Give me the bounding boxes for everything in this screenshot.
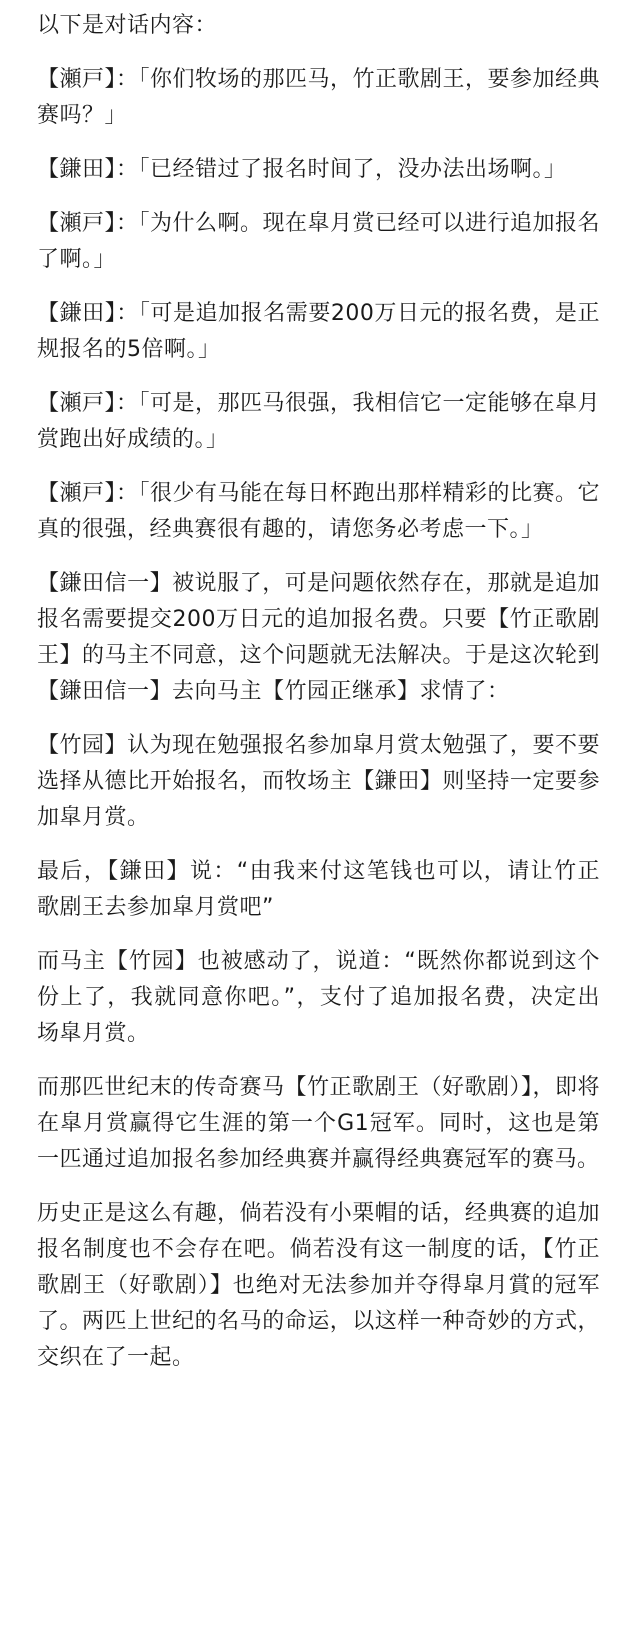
dialogue-paragraph-2: 【鎌田】：「已经错过了报名时间了，没办法出场啊。」 [37, 157, 567, 182]
intro-line: 以下是对话内容： [37, 13, 218, 38]
narrative-paragraph-5: 而那匹世纪末的传奇赛马【竹正歌剧王（好歌剧）】，即将在皐月赏赢得它生涯的第一个G1冠军。同时，这也是第一匹通过追加报名参加经典赛并赢得经典赛冠军的赛马。 [37, 1075, 601, 1172]
dialogue-paragraph-4: 【鎌田】：「可是追加报名需要200万日元的报名费，是正规报名的5倍啊。」 [37, 301, 600, 362]
dialogue-paragraph-5: 【瀬戸】：「可是，那匹马很强，我相信它一定能够在皐月赏跑出好成绩的。」 [37, 391, 601, 452]
narrative-paragraph-4: 而马主【竹园】也被感动了，说道：“既然你都说到这个份上了，我就同意你吧。”，支付了追加报名费，决定出场皐月赏。 [37, 949, 600, 1046]
dialogue-paragraph-1: 【瀬戸】：「你们牧场的那匹马，竹正歌剧王，要参加经典赛吗？」 [37, 67, 601, 128]
narrative-paragraph-2: 【竹园】认为现在勉强报名参加皐月赏太勉强了，要不要选择从德比开始报名，而牧场主【鎌田】则坚持一定要参加皐月赏。 [37, 733, 600, 830]
dialogue-paragraph-3: 【瀬戸】：「为什么啊。现在皐月赏已经可以进行追加报名了啊。」 [37, 211, 601, 272]
narrative-paragraph-6: 历史正是这么有趣，倘若没有小栗帽的话，经典赛的追加报名制度也不会存在吧。倘若没有这一制度的话，【竹正歌剧王（好歌剧）】也绝对无法参加并夺得皐月賞的冠军了。两匹上世纪的名马的命运，以这样一种奇妙的方式，交织在了一起。 [37, 1201, 600, 1370]
narrative-paragraph-3: 最后，【鎌田】说：“由我来付这笔钱也可以，请让竹正歌剧王去参加皐月赏吧” [37, 859, 600, 920]
dialogue-paragraph-6: 【瀬戸】：「很少有马能在每日杯跑出那样精彩的比赛。它真的很强，经典赛很有趣的，请您务必考虑一下。」 [37, 481, 601, 542]
narrative-paragraph-1: 【鎌田信一】被说服了，可是问题依然存在，那就是追加报名需要提交200万日元的追加报名费。只要【竹正歌剧王】的马主不同意，这个问题就无法解决。于是这次轮到【鎌田信一】去向马主【竹园正继承】求情了： [37, 571, 600, 704]
